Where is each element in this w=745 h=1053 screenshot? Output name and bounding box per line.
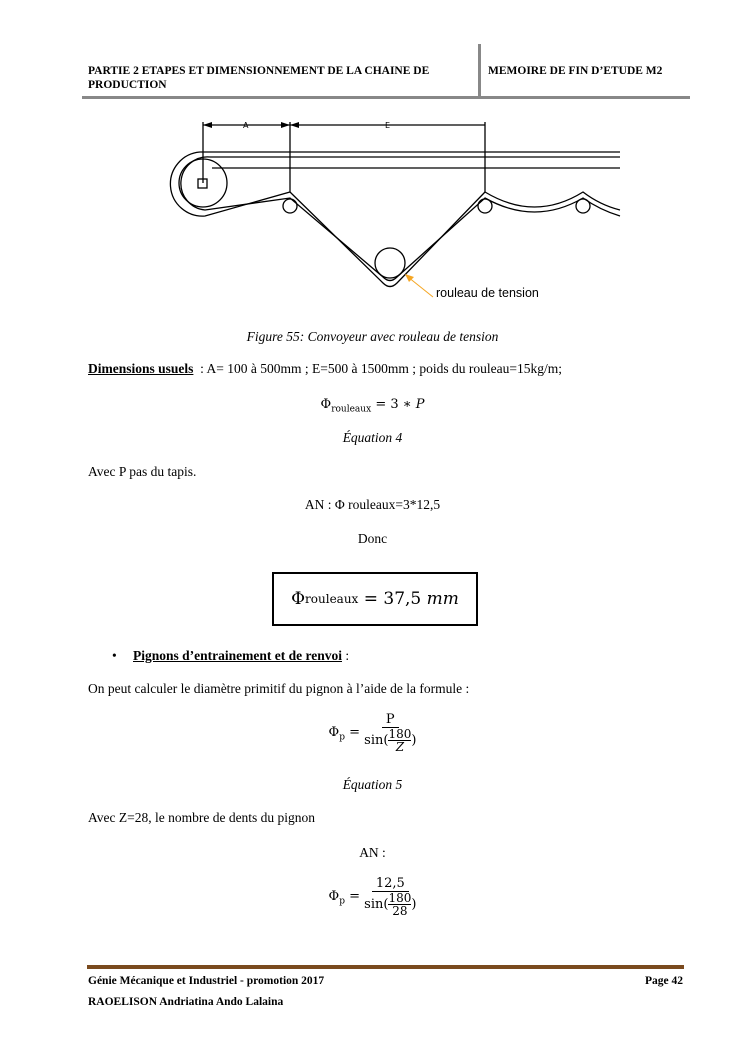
header-left: PARTIE 2 ETAPES ET DIMENSIONNEMENT DE LA CHAINE DE PRODUCTION [88,65,430,91]
result-box: Φ rouleaux = 37,5 mm [272,572,478,626]
page-number: Page 42 [644,975,683,987]
equation-5: $\Phi_p$ = P sin( $\frac{180}{Z}$ ) [328,712,417,754]
footer-author: RAOELISON Andriatina Ando Lalaina [88,996,284,1008]
figure-caption: Figure 55: Convoyeur avec rouleau de tension [246,329,499,344]
dim-e-label: E [385,121,391,130]
donc-text: Donc [357,531,388,546]
an-rouleaux: AN : Φ rouleaux=3*12,5 [304,497,441,512]
header-right: MEMOIRE DE FIN D’ETUDE M2 [488,65,663,77]
avec-z-text: Avec Z=28, le nombre de dents du pignon [88,810,316,825]
dimensions-paragraph [88,361,562,377]
bullet: • [112,648,117,663]
tension-roller-label: rouleau de tension [436,286,539,300]
equation-4: $\Phi_{rouleaux} = 3$ ∗ P [320,397,425,415]
dimensions-text: : A= 100 à 500mm ; E=500 à 1500mm ; poids du rouleau=15kg/m; [196,361,562,376]
dimensions-title: Dimensions usuels [88,361,194,376]
formula-intro: On peut calculer le diamètre primitif du pignon à l’aide de la formule : [88,681,470,696]
dim-a-label: A [243,121,249,130]
equation-6: $\Phi_p$ = 12,5 sin( $\frac{180}{28}$ ) [328,876,417,918]
conveyor-figure [0,0,745,320]
an-label: AN : [359,845,386,860]
footer-left: Génie Mécanique et Industriel - promotion 2017 [88,975,325,987]
footer-rule [87,965,684,969]
equation-4-label: Équation 4 [342,430,403,445]
avec-p-text: Avec P pas du tapis. [88,464,197,479]
equation-5-label: Équation 5 [342,777,403,792]
pignons-heading: Pignons d’entrainement et de renvoi : [133,648,350,663]
